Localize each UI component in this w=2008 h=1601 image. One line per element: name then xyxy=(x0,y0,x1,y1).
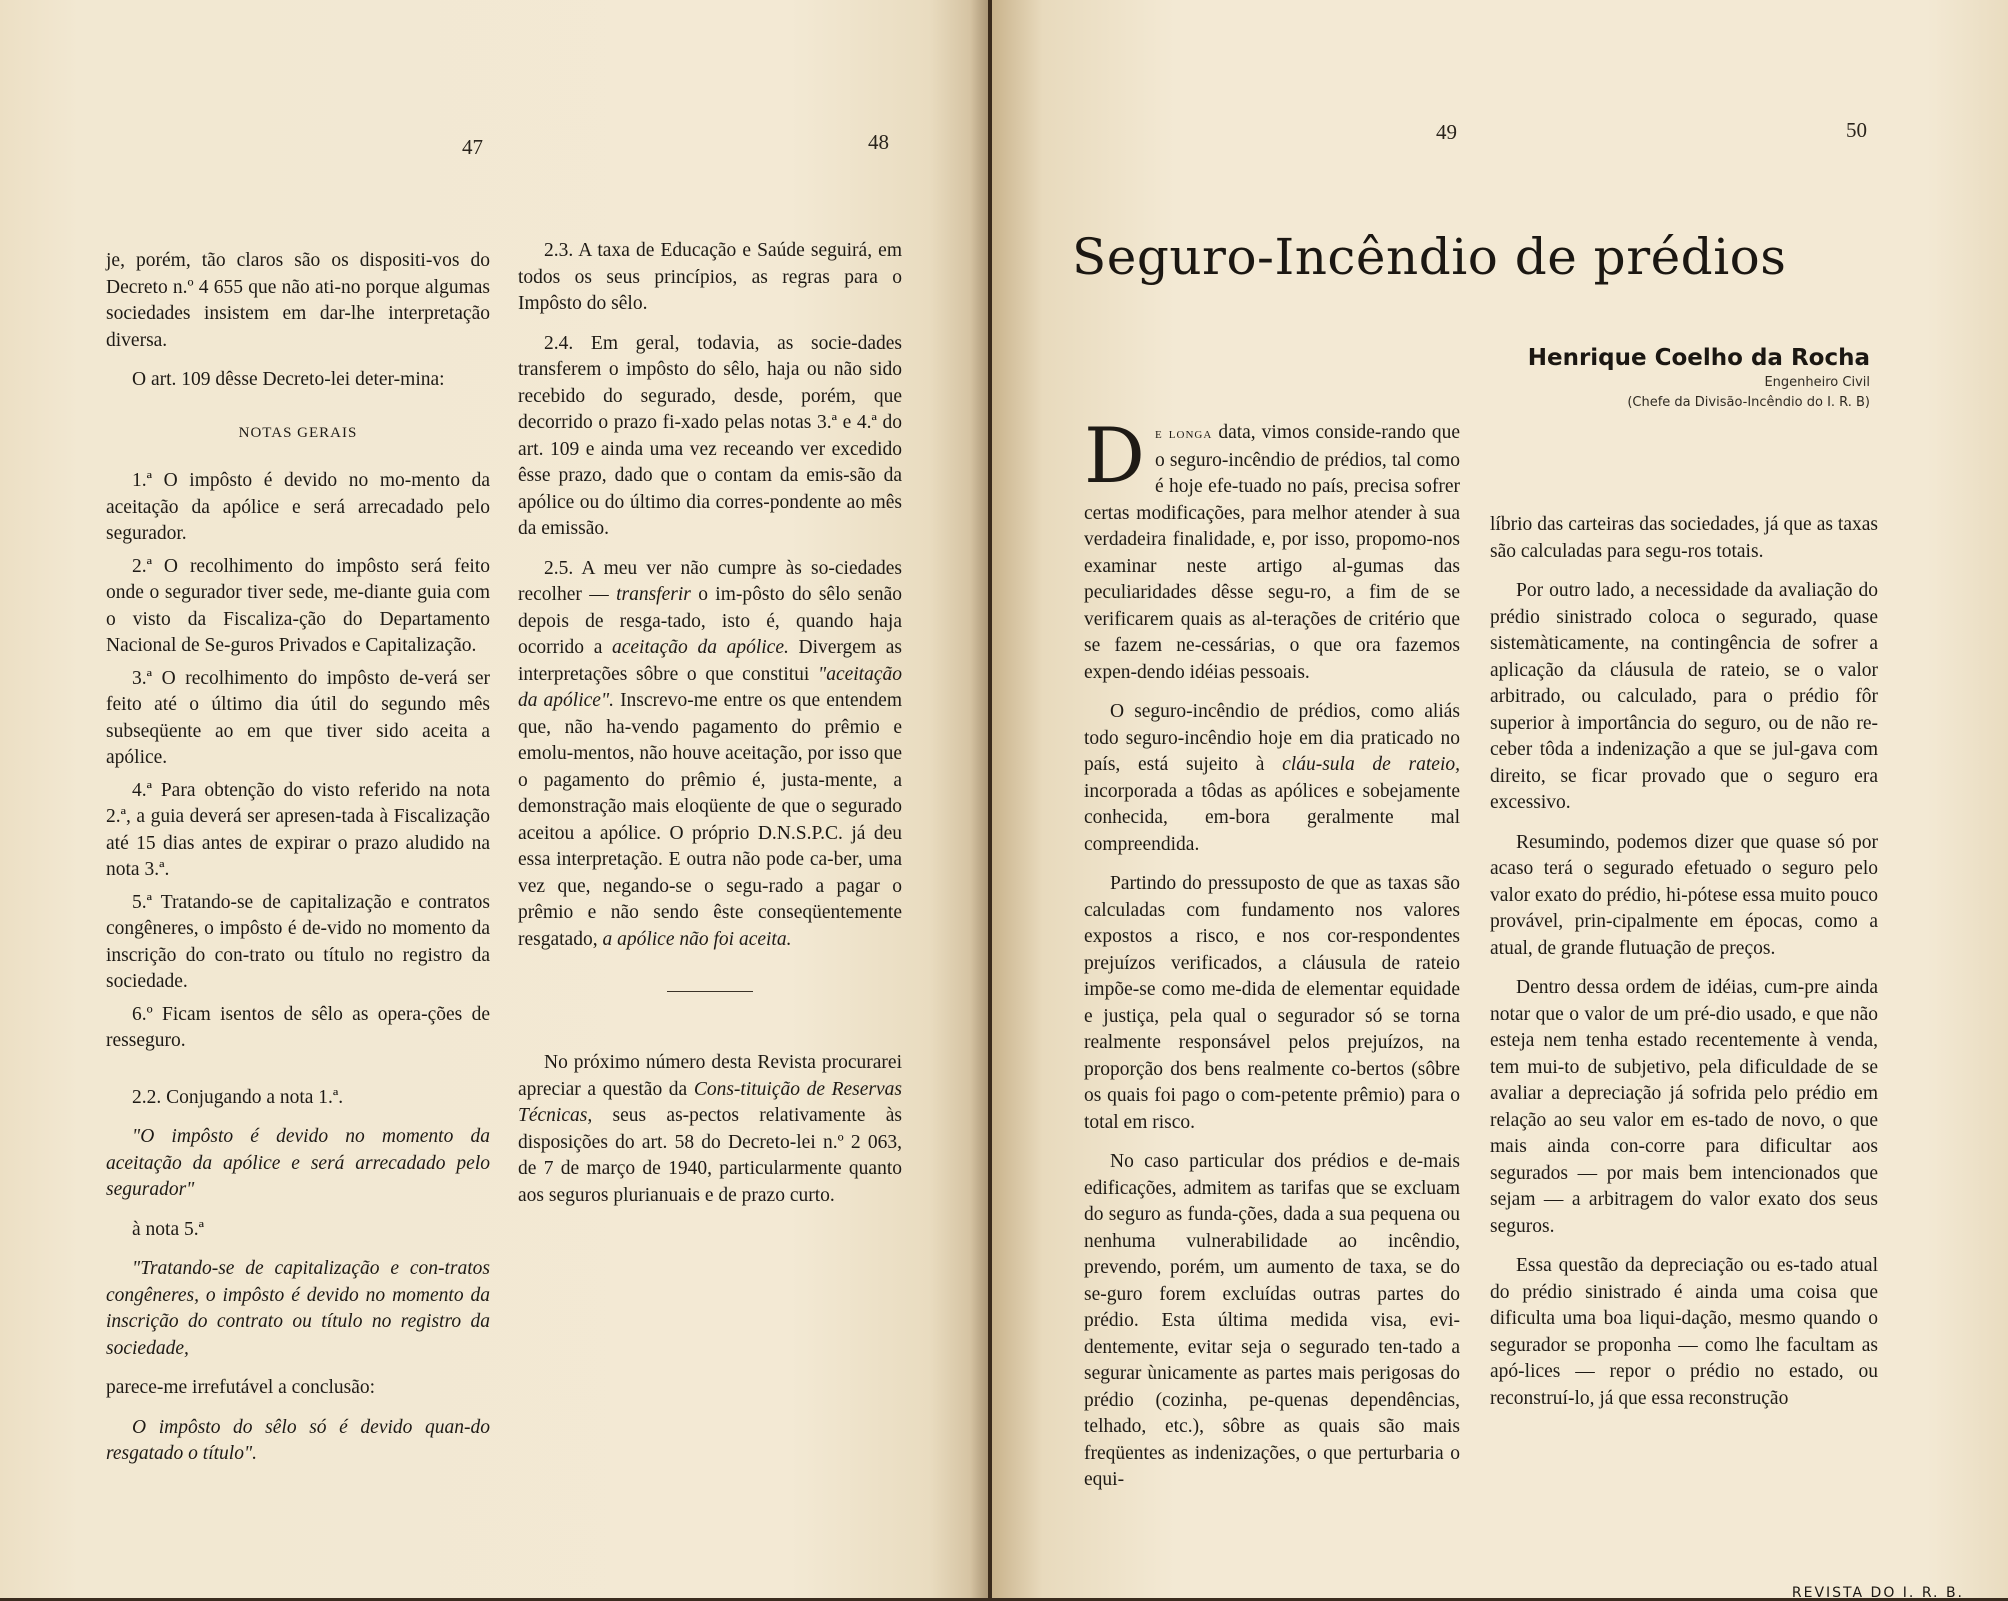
paragraph: parece-me irrefutável a conclusão: xyxy=(106,1377,376,1398)
note-2: 2.ª O recolhimento do impôsto será feito onde o segurador tiver sede, me-diante guia com o visto da Fiscaliza-ção do Departamento Nacional de Se-guros Privados e Capitalização. xyxy=(106,555,490,656)
page-number-48: 48 xyxy=(868,130,889,154)
text-run-italic: "aceitação da apólice". xyxy=(518,663,902,711)
paragraph: Resumindo, podemos dizer que quase só por acaso terá o segurado efetuado o seguro pelo valor exato do prédio, hi-pótese essa muito pouco provável, prin-cipalmente em épocas, como a atual, de grande flutuação de preços. xyxy=(1490,831,1878,959)
text-run: No próximo número desta Revista procurarei apreciar a questão da xyxy=(518,1052,902,1100)
lead-paragraph xyxy=(1084,411,1460,686)
paragraph: líbrio das carteiras das sociedades, já que as taxas são calculadas para segu-ros totais. xyxy=(1490,514,1878,562)
section-2-3: 2.3. A taxa de Educação e Saúde seguirá, em todos os seus princípios, as regras para o Impôsto do sêlo. xyxy=(518,240,902,314)
author-role: Engenheiro Civil xyxy=(1764,375,1870,390)
author-affiliation: (Chefe da Divisão-Incêndio do I. R. B) xyxy=(1627,395,1870,410)
note-4: 4.ª Para obtenção do visto referido na nota 2.ª, a guia deverá ser apresen-tada à Fiscalização até 15 dias antes de expirar o prazo aludido na nota 3.ª. xyxy=(106,779,490,880)
text-run-italic: a apólice não foi aceita. xyxy=(602,928,792,950)
quote-3: O impôsto do sêlo só é devido quan-do resgatado o título". xyxy=(106,1416,490,1464)
note-6: 6.º Ficam isentos de sêlo as opera-ções de resseguro. xyxy=(106,1003,490,1051)
page-number-47: 47 xyxy=(462,135,483,159)
text-run: data, vimos conside-rando que o seguro-incêndio de prédios, tal como é hoje efe-tuado no país, precisa sofrer certas modificações, para melhor atender à sua verdadeira finalidade, e, por isso, propomo-nos examinar neste artigo al-gumas das peculiaridades dêsse segu-ro, a fim de se verificarem quais as al-terações de critério que se fazem ne-cessárias, o que ora fazemos expen-dendo idéias pessoais. xyxy=(1084,422,1460,683)
paragraph: Essa questão da depreciação ou es-tado atual do prédio sinistrado é ainda uma coisa que dificulta uma boa liqui-dação, mesmo quando o segurador se proponha — como lhe facultam as apó-lices — repor o prédio no estado, ou reconstruí-lo, já que essa reconstrução xyxy=(1490,1255,1878,1409)
journal-footer: REVISTA DO I. R. B. xyxy=(1791,1585,1964,1601)
text-run: seus as-pectos relativamente às disposições do art. 58 do Decreto-lei n.º 2 063, de 7 de março de 1940, particularmente quanto aos seguros plurianuais e de prazo curto. xyxy=(518,1105,902,1206)
text-run: 2.5. A meu ver não cumpre às so-ciedades recolher — xyxy=(518,557,902,605)
section-2-5 xyxy=(518,556,902,954)
note-3: 3.ª O recolhimento do impôsto de-verá ser feito até o último dia útil do segundo mês subseqüente ao em que tiver sido aceita a apólice. xyxy=(106,667,490,768)
note-5: 5.ª Tratando-se de capitalização e contratos congêneres, o impôsto é de-vido no momento da inscrição do con-trato ou título no registro da sociedade. xyxy=(106,891,490,992)
text-run: o im-pôsto do sêlo senão depois de resga-tado, isto é, quando haja ocorrido a xyxy=(518,584,902,658)
text-run: Inscrevo-me entre os que entendem que, não ha-vendo pagamento do prêmio e emolu-mentos, não houve aceitação, por isso que o pagamento do prêmio é, justa-mente, a demonstração mais eloqüente de que o segurado aceitou a apólice. O próprio D.N.S.P.C. já deu essa interpretação. E outra não pode ca-ber, uma vez que, negando-se o segu-rado a pagar o prêmio e não sendo êste conseqüentemente resgatado, xyxy=(518,690,902,950)
next-issue-note xyxy=(518,1050,902,1209)
page-number-49: 49 xyxy=(1436,120,1457,144)
paragraph xyxy=(1084,699,1460,858)
section-2-2: 2.2. Conjugando a nota 1.ª. xyxy=(132,1086,344,1108)
text-run-italic: cláu-sula de rateio, xyxy=(1282,754,1460,775)
text-run: O seguro-incêndio de prédios, como aliás todo seguro-incêndio hoje em dia praticado no país, está sujeito à xyxy=(1084,701,1460,775)
column-2 xyxy=(518,238,902,1222)
paragraph: je, porém, tão claros são os dispositi-vos do Decreto n.º 4 655 que não ati-no porque algumas sociedades insistem em dar-lhe interpretação diversa. xyxy=(106,250,490,351)
paragraph: Dentro dessa ordem de idéias, cum-pre ainda notar que o valor de um pré-dio usado, e que não esteja nem tenha estado recentemente à venda, tem mui-to de subjetivo, pela dificuldade de se avaliar a depreciação já sofrida pelo prédio em relação ao seu valor em es-tado de novo, o que mais ainda con-corre para dificultar aos segurados — por mais bem intencionados que sejam — a arbitragem do valor exato dos seus seguros. xyxy=(1490,977,1878,1237)
left-page xyxy=(0,0,988,1598)
lead-small-caps: e longa xyxy=(1154,425,1213,442)
article-title: Seguro-Incêndio de prédios xyxy=(1072,228,1787,286)
drop-cap: D xyxy=(1084,411,1145,500)
paragraph: à nota 5.ª xyxy=(132,1218,204,1240)
separator-rule xyxy=(667,991,753,992)
page-number-50: 50 xyxy=(1846,118,1867,142)
text-run: incorporada a tôdas as apólices e sobejamente conhecida, em-bora geralmente mal compreendida. xyxy=(1084,780,1460,855)
text-run-italic: Cons-tituição de Reservas Técnicas, xyxy=(518,1078,902,1126)
article-column-2 xyxy=(1490,512,1878,1425)
notas-heading: NOTAS GERAIS xyxy=(238,424,358,441)
text-run: Divergem as interpretações sôbre o que constitui xyxy=(518,637,902,685)
quote-1: "O impôsto é devido no momento da aceitação da apólice e será arrecadado pelo segurador" xyxy=(106,1126,490,1200)
quote-2: "Tratando-se de capitalização e con-tratos congêneres, o impôsto é devido no momento da inscrição do contrato ou título no registro da sociedade, xyxy=(106,1258,490,1359)
column-1 xyxy=(106,248,490,1481)
paragraph: Por outro lado, a necessidade da avaliação do prédio sinistrado coloca o segurado, quase sistemàticamente, na contingência de sofrer a aplicação da cláusula de rateio, se o valor arbitrado, ou calculado, para o prédio fôr superior à importância do seguro, ou de não re-ceber tôda a indenização a que se jul-gava com direito, se ficar provado que o seguro era excessivo. xyxy=(1490,580,1878,813)
paragraph: Partindo do pressuposto de que as taxas são calculadas com fundamento nos valores expostos a risco, e nos cor-respondentes prejuízos verificados, a cláusula de rateio impõe-se como me-dida de elementar equidade e justiça, pela qual o segurador só se torna realmente responsável pelos prejuízos, na proporção dos bens realmente co-bertos (sôbre os quais foi pago o com-petente prêmio) para o total em risco. xyxy=(1084,873,1460,1133)
paragraph: No caso particular dos prédios e de-mais edificações, admitem as tarifas que se excluam do seguro as funda-ções, dada a sua pequena ou nenhuma vulnerabilidade ao incêndio, prevendo, porém, um aumento de taxa, se do se-guro forem excluídas outras partes do prédio. Esta última medida visa, evi-dentemente, evitar seja o segurado ten-tado a segurar ùnicamente as partes mais perigosas do prédio (cozinha, pe-quenas dependências, telhado, etc.), sôbre as quais são mais freqüentes as indenizações, o que perturbaria o equi- xyxy=(1084,1151,1460,1490)
section-2-4: 2.4. Em geral, todavia, as socie-dades transferem o impôsto do sêlo, haja ou não sido recebido do segurado, desde, porém, que decorrido o prazo fi-xado pelas notas 3.ª e 4.ª do art. 109 e ainda uma vez receando ver excedido êsse prazo, dado que o contam da emis-são da apólice ou do último dia corres-pondente ao mês da emissão. xyxy=(518,332,902,539)
paragraph: O art. 109 dêsse Decreto-lei deter-mina: xyxy=(132,369,445,390)
author-name: Henrique Coelho da Rocha xyxy=(1527,345,1870,371)
text-run-italic: transferir xyxy=(616,584,691,605)
text-run-italic: aceitação da apólice. xyxy=(612,637,789,658)
article-column-1 xyxy=(1084,411,1460,1507)
note-1: 1.ª O impôsto é devido no mo-mento da aceitação da apólice e será arrecadado pelo segurador. xyxy=(106,470,490,544)
